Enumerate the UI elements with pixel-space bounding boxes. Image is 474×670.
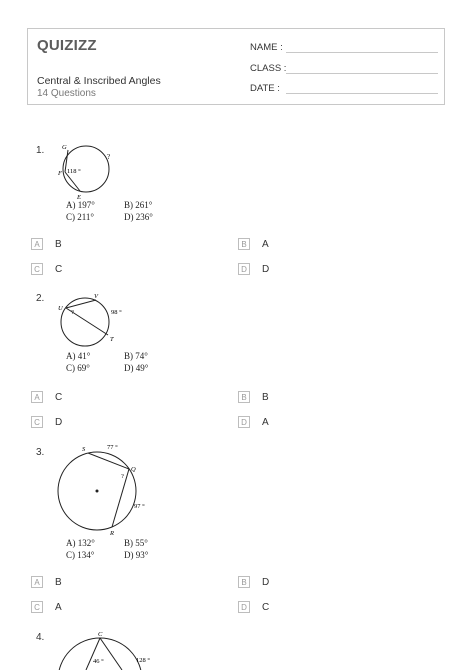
question-count: 14 Questions xyxy=(37,88,96,99)
choice-text: D) 236° xyxy=(124,212,153,222)
option-text: B xyxy=(55,238,62,250)
multiple-choice-block xyxy=(66,350,182,374)
point-label: Q xyxy=(131,466,136,473)
option-letter-box: D xyxy=(238,263,250,275)
center-point xyxy=(96,490,99,493)
question-number: 2. xyxy=(36,293,45,304)
option-letter-box: D xyxy=(238,416,250,428)
option-text: D xyxy=(55,416,63,428)
option-text: D xyxy=(262,263,270,275)
choice-text: A) 197° xyxy=(66,200,95,210)
answer-option-b[interactable] xyxy=(238,390,269,404)
circle-diagram xyxy=(52,440,152,540)
option-letter-box: A xyxy=(31,576,43,588)
point-label: U xyxy=(58,305,63,312)
arc-label: 128 ° xyxy=(136,657,150,664)
option-text: A xyxy=(262,238,269,250)
date-line[interactable] xyxy=(286,93,438,94)
unknown-label: ? xyxy=(121,473,124,480)
answer-option-a[interactable] xyxy=(31,390,62,404)
unknown-label: ? xyxy=(71,309,74,316)
date-label: DATE : xyxy=(250,83,280,94)
class-label: CLASS : xyxy=(250,63,287,74)
option-text: A xyxy=(55,601,62,613)
multiple-choice-block xyxy=(66,199,182,223)
option-letter-box: A xyxy=(31,238,43,250)
answer-option-d[interactable] xyxy=(238,600,269,614)
chord xyxy=(88,453,129,469)
choice-text: C) 69° xyxy=(66,363,90,373)
point-label: V xyxy=(94,293,98,300)
option-text: C xyxy=(262,601,270,613)
circle-diagram xyxy=(56,288,136,350)
choice-text: C) 211° xyxy=(66,212,95,222)
point-label: R xyxy=(110,530,114,537)
option-text: B xyxy=(262,391,269,403)
answer-option-c[interactable] xyxy=(31,415,62,429)
option-letter-box: D xyxy=(238,601,250,613)
point-label: C xyxy=(98,631,103,638)
answer-option-d[interactable] xyxy=(238,415,269,429)
question-number: 3. xyxy=(36,447,45,458)
angle-label: 46 ° xyxy=(93,658,104,665)
answer-option-b[interactable] xyxy=(238,575,269,589)
multiple-choice-block xyxy=(66,537,182,561)
option-letter-box: B xyxy=(238,576,250,588)
choice-text: B) 74° xyxy=(124,351,148,361)
unknown-label: ? xyxy=(107,153,111,161)
quizizz-logo: QUIZIZZ xyxy=(37,37,97,54)
choice-text: D) 93° xyxy=(124,550,149,560)
chord xyxy=(86,638,100,670)
point-label: F xyxy=(58,170,62,177)
name-line[interactable] xyxy=(286,52,438,53)
option-letter-box: B xyxy=(238,391,250,403)
answer-option-d[interactable] xyxy=(238,262,269,276)
question-number: 1. xyxy=(36,145,45,156)
answer-option-a[interactable] xyxy=(31,575,62,589)
choice-text: C) 134° xyxy=(66,550,95,560)
question-number: 4. xyxy=(36,632,45,643)
point-label: E xyxy=(77,194,81,201)
answer-option-c[interactable] xyxy=(31,600,62,614)
choice-text: D) 49° xyxy=(124,363,149,373)
point-label: T xyxy=(110,336,114,343)
circle-diagram xyxy=(56,140,128,202)
chord xyxy=(66,300,96,308)
angle-label: 118 ° xyxy=(67,168,81,175)
option-text: A xyxy=(262,416,269,428)
option-letter-box: C xyxy=(31,601,43,613)
worksheet-title: Central & Inscribed Angles xyxy=(37,75,161,87)
option-letter-box: A xyxy=(31,391,43,403)
circle xyxy=(58,638,142,670)
name-label: NAME : xyxy=(250,42,283,53)
choice-text: B) 55° xyxy=(124,538,148,548)
option-text: B xyxy=(55,576,62,588)
choice-text: B) 261° xyxy=(124,200,153,210)
point-label: S xyxy=(82,446,86,453)
circle xyxy=(61,298,109,346)
answer-option-c[interactable] xyxy=(31,262,62,276)
choice-text: A) 41° xyxy=(66,351,91,361)
class-line[interactable] xyxy=(286,73,438,74)
point-label: G xyxy=(62,144,67,151)
worksheet-header xyxy=(27,28,445,105)
arc-label: 77 ° xyxy=(107,444,118,451)
option-text: D xyxy=(262,576,270,588)
answer-option-b[interactable] xyxy=(238,237,269,251)
option-letter-box: C xyxy=(31,263,43,275)
arc-label: 98 ° xyxy=(111,309,122,316)
circle-diagram xyxy=(52,628,162,670)
option-letter-box: C xyxy=(31,416,43,428)
option-text: C xyxy=(55,263,63,275)
arc-label: 97 ° xyxy=(134,503,145,510)
option-text: C xyxy=(55,391,63,403)
choice-text: A) 132° xyxy=(66,538,95,548)
option-letter-box: B xyxy=(238,238,250,250)
answer-option-a[interactable] xyxy=(31,237,62,251)
